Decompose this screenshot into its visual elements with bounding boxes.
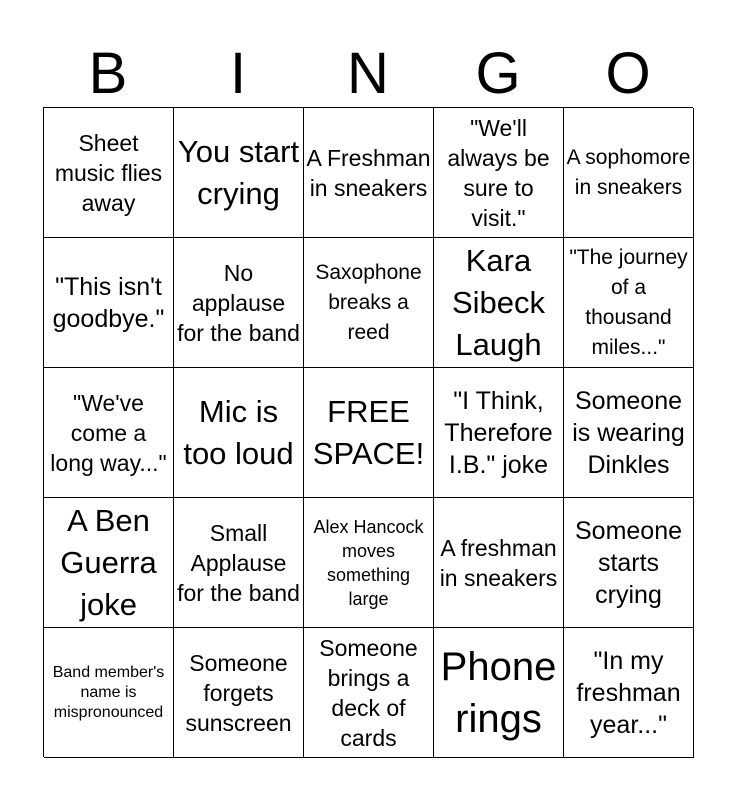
- bingo-cell[interactable]: [304, 498, 434, 628]
- cell-text: Alex Hancock moves something large: [313, 516, 424, 609]
- bingo-cell[interactable]: [174, 628, 304, 758]
- bingo-cell[interactable]: [304, 238, 434, 368]
- cell-text: A sophomore in sneakers: [566, 145, 691, 199]
- bingo-cell[interactable]: [564, 108, 694, 238]
- cell-text: Phone rings: [440, 644, 557, 741]
- cell-text: Someone starts crying: [574, 516, 683, 609]
- bingo-board: [43, 107, 693, 757]
- bingo-cell[interactable]: [564, 368, 694, 498]
- bingo-cell[interactable]: [434, 368, 564, 498]
- bingo-cell[interactable]: [174, 368, 304, 498]
- cell-text: No applause for the band: [177, 259, 300, 346]
- cell-text: Sheet music flies away: [54, 129, 163, 216]
- cell-text: Someone is wearing Dinkles: [572, 386, 685, 479]
- bingo-cell[interactable]: [44, 238, 174, 368]
- cell-text: Small Applause for the band: [177, 519, 300, 606]
- header-letter-o: O: [605, 41, 651, 106]
- cell-text: FREE SPACE!: [312, 393, 425, 471]
- free-space-cell[interactable]: [304, 368, 434, 498]
- cell-text: Kara Sibeck Laugh: [451, 242, 546, 362]
- cell-text: Someone forgets sunscreen: [185, 649, 292, 736]
- bingo-cell[interactable]: [44, 368, 174, 498]
- bingo-cell[interactable]: [434, 108, 564, 238]
- cell-text: "We'll always be sure to visit.": [447, 114, 550, 231]
- bingo-cell[interactable]: [564, 238, 694, 368]
- cell-text: You start crying: [177, 133, 300, 211]
- header-letter-b: B: [88, 41, 128, 106]
- bingo-cell[interactable]: [44, 108, 174, 238]
- bingo-cell[interactable]: [44, 628, 174, 758]
- header-letter-g: G: [475, 41, 521, 106]
- bingo-cell[interactable]: [44, 498, 174, 628]
- cell-text: Band member's name is mispronounced: [52, 663, 165, 721]
- bingo-cell[interactable]: [304, 108, 434, 238]
- bingo-cell[interactable]: [434, 238, 564, 368]
- cell-text: Saxophone breaks a reed: [315, 260, 422, 344]
- bingo-cell[interactable]: [564, 498, 694, 628]
- cell-text: A freshman in sneakers: [439, 534, 558, 591]
- cell-text: A Freshman in sneakers: [306, 144, 431, 201]
- cell-text: "I Think, Therefore I.B." joke: [444, 386, 553, 479]
- bingo-cell[interactable]: [174, 108, 304, 238]
- header-letter-n: N: [347, 41, 389, 106]
- cell-text: A Ben Guerra joke: [60, 502, 157, 622]
- bingo-cell[interactable]: [304, 628, 434, 758]
- cell-text: Mic is too loud: [183, 393, 294, 471]
- header-letter-i: I: [229, 41, 247, 106]
- bingo-cell[interactable]: [174, 238, 304, 368]
- cell-text: "This isn't goodbye.": [52, 272, 165, 333]
- cell-text: "We've come a long way...": [50, 389, 167, 476]
- bingo-cell[interactable]: [434, 628, 564, 758]
- cell-text: Someone brings a deck of cards: [319, 634, 418, 751]
- cell-text: "In my freshman year...": [576, 646, 681, 739]
- bingo-cell[interactable]: [434, 498, 564, 628]
- bingo-header: [43, 40, 693, 108]
- cell-text: "The journey of a thousand miles...": [569, 245, 688, 359]
- bingo-cell[interactable]: [564, 628, 694, 758]
- bingo-cell[interactable]: [174, 498, 304, 628]
